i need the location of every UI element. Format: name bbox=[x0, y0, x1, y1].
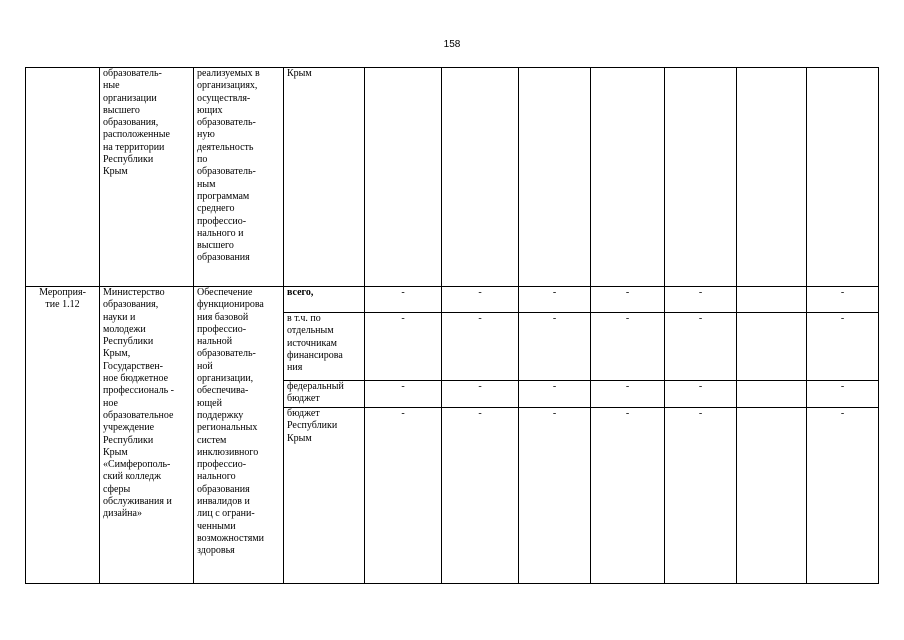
cell-value bbox=[591, 68, 665, 287]
cell-value bbox=[737, 313, 807, 381]
cell-description: реализуемых в организациях, осуществля- ющих образователь- ную деятельность по образователь- ным программам среднего профессио- нального и высшего образования bbox=[194, 68, 284, 287]
cell-value bbox=[737, 381, 807, 408]
cell-value: - bbox=[365, 408, 442, 584]
cell-value: - bbox=[365, 381, 442, 408]
cell-source: бюджет Республики Крым bbox=[284, 408, 365, 584]
cell-source: всего, bbox=[284, 287, 365, 313]
cell-value: - bbox=[591, 408, 665, 584]
cell-value: - bbox=[807, 408, 879, 584]
cell-value: - bbox=[365, 287, 442, 313]
cell-value: - bbox=[365, 313, 442, 381]
table-row bbox=[26, 287, 879, 313]
cell-source: федеральный бюджет bbox=[284, 381, 365, 408]
cell-value: - bbox=[665, 381, 737, 408]
cell-value bbox=[519, 68, 591, 287]
cell-value: - bbox=[665, 287, 737, 313]
cell-value: - bbox=[519, 408, 591, 584]
cell-description: Обеспечение функционирова ния базовой профессио- нальной образователь- ной организации, обеспечива- ющей поддержку региональных систем инклюзивного профессио- нального образования инвалидов и лиц с ограни- ченными возможностями здоровья bbox=[194, 287, 284, 584]
cell-value bbox=[442, 68, 519, 287]
cell-executor: Министерство образования, науки и молодежи Республики Крым, Государствен- ное бюджетное профессиональ - ное образовательное учреждение Республики Крым «Симферополь- ский колледж сферы обслуживания и дизайна» bbox=[100, 287, 194, 584]
cell-measure-id: Мероприя- тие 1.12 bbox=[26, 287, 100, 584]
cell-value: - bbox=[519, 287, 591, 313]
cell-value: - bbox=[442, 381, 519, 408]
cell-value: - bbox=[807, 287, 879, 313]
cell-value: - bbox=[519, 313, 591, 381]
cell-value bbox=[365, 68, 442, 287]
cell-value: - bbox=[442, 408, 519, 584]
cell-value bbox=[737, 408, 807, 584]
cell-source: в т.ч. по отдельным источникам финансирова ния bbox=[284, 313, 365, 381]
cell-value: - bbox=[665, 408, 737, 584]
continued-row bbox=[26, 68, 879, 287]
cell-measure-id bbox=[26, 68, 100, 287]
cell-value bbox=[807, 68, 879, 287]
cell-value: - bbox=[591, 381, 665, 408]
cell-value: - bbox=[807, 313, 879, 381]
cell-value bbox=[665, 68, 737, 287]
budget-table bbox=[25, 67, 879, 584]
cell-value: - bbox=[519, 381, 591, 408]
cell-value: - bbox=[442, 313, 519, 381]
page-number: 158 bbox=[443, 39, 461, 50]
cell-value: - bbox=[591, 287, 665, 313]
cell-value bbox=[737, 68, 807, 287]
cell-value: - bbox=[591, 313, 665, 381]
cell-value: - bbox=[665, 313, 737, 381]
cell-value: - bbox=[807, 381, 879, 408]
cell-source: Крым bbox=[284, 68, 365, 287]
cell-value bbox=[737, 287, 807, 313]
cell-executor: образователь- ные организации высшего образования, расположенные на территории Республики Крым bbox=[100, 68, 194, 287]
cell-value: - bbox=[442, 287, 519, 313]
